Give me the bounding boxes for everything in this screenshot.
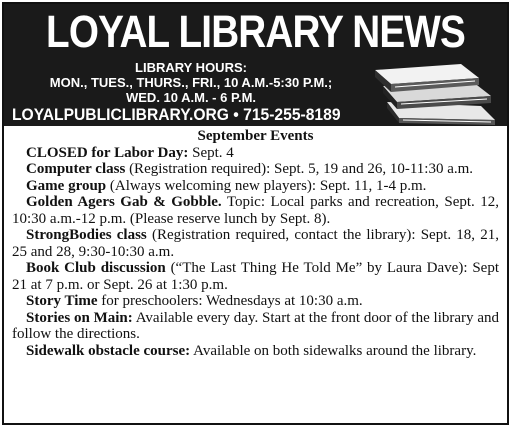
section-title: September Events — [197, 128, 314, 144]
contact-line — [12, 105, 362, 125]
event-detail: (Registration required, contact the library): Sept. 18, 21, 25 and 28, 9:30-10:30 a.m. — [12, 227, 499, 260]
event-detail: (Always welcoming new players): Sept. 11, 1-4 p.m. — [106, 177, 427, 194]
event-detail: for preschoolers: Wednesdays at 10:30 a.m. — [97, 293, 363, 309]
event-item — [12, 310, 499, 343]
page-title: LOYAL LIBRARY NEWS — [46, 6, 465, 57]
event-name: StrongBodies class — [26, 227, 147, 243]
event-detail: (Registration required): Sept. 5, 19 and 26, 10-11:30 a.m. — [125, 161, 474, 177]
event-detail: Sept. 4 — [188, 144, 234, 161]
event-name: CLOSED for Labor Day: — [26, 144, 189, 161]
event-name: Golden Agers Gab & Gobble. — [26, 194, 222, 210]
event-detail: Available every day. Start at the front door of the library and follow the directions. — [12, 309, 499, 342]
events-section — [4, 126, 507, 359]
event-name: Stories on Main: — [26, 309, 133, 326]
event-name: Sidewalk obstacle course: — [26, 342, 191, 359]
event-item — [12, 194, 499, 227]
events-list — [12, 145, 499, 360]
hours-line-2: WED. 10 A.M. - 6 P.M. — [125, 90, 257, 105]
event-detail: Topic: Local parks and recreation, Sept. 12, 10:30 a.m.-12 p.m. (Please reserve lunch by Sept. 8). — [12, 194, 499, 227]
header-banner — [4, 4, 507, 126]
event-item — [12, 161, 499, 178]
event-name: Story Time — [26, 293, 98, 309]
event-item — [12, 260, 499, 293]
stacked-books-icon — [369, 62, 501, 126]
event-detail: (“The Last Thing He Told Me” by Laura Dave): Sept 21 at 7 p.m. or Sept. 26 at 1:30 p.m. — [12, 260, 499, 293]
event-item — [12, 343, 499, 360]
phone-number: 715-255-8189 — [243, 105, 341, 124]
website-link[interactable]: LOYALPUBLICLIBRARY.ORG — [12, 105, 229, 124]
hours-label: LIBRARY HOURS: — [135, 60, 247, 75]
event-name: Book Club discussion — [26, 260, 166, 276]
event-item — [12, 227, 499, 260]
event-item — [12, 178, 499, 195]
hours-line-1: MON., TUES., THURS., FRI., 10 A.M.-5:30 P.M.; — [49, 75, 333, 90]
event-name: Game group — [26, 177, 107, 194]
separator-dot: • — [228, 105, 244, 124]
library-news-ad — [2, 2, 509, 425]
event-detail: Available on both sidewalks around the library. — [190, 342, 477, 359]
event-name: Computer class — [26, 161, 126, 177]
event-item — [12, 145, 499, 162]
library-hours — [12, 60, 370, 105]
event-item — [12, 293, 499, 310]
